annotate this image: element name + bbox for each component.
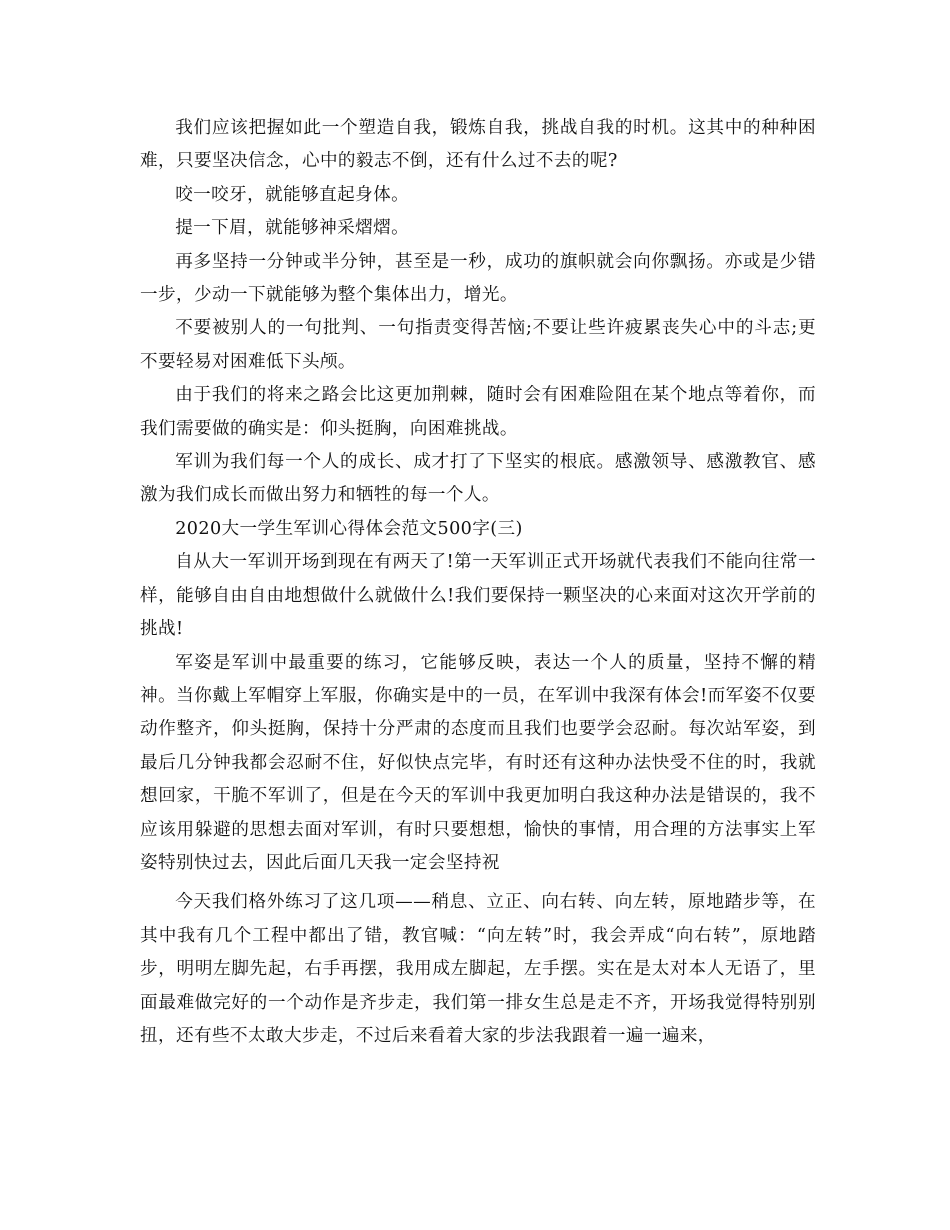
paragraph-4: 再多坚持一分钟或半分钟，甚至是一秒，成功的旗帜就会向你飘扬。亦或是少错一步，少动一下就能够为整个集体出力，增光。 [140,251,816,306]
paragraph-6: 由于我们的将来之路会比这更加荆棘，随时会有困难险阻在某个地点等着你，而我们需要做的确实是：仰头挺胸，向困难挑战。 [140,385,816,439]
section-heading: 2020大一学生军训心得体会范文500字(三) [175,518,523,539]
paragraph-10: 今天我们格外练习了这几项——稍息、立正、向右转、向左转，原地踏步等，在其中我有几个工程中都出了错，教官喊：“向左转”时，我会弄成“向右转”，原地踏步，明明左脚先起，右手再摆，我用成左脚起，左手摆。实在是太对本人无语了，里面最难做完好的一个动作是齐步走，我们第一排女生总是走不齐，开场我觉得特别别扭，还有些不太敢大步走，不过后来看着大家的步法我跟着一遍一遍来， [140,892,816,1046]
paragraph-2: 咬一咬牙，就能够直起身体。 [175,184,410,205]
paragraph-3: 提一下眉，就能够神采熠熠。 [175,218,410,239]
paragraph-8: 自从大一军训开场到现在有两天了!第一天军训正式开场就代表我们不能向往常一样，能够自由自由地想做什么就做什么!我们要保持一颗坚决的心来面对这次开学前的挑战! [140,552,816,640]
paragraph-7: 军训为我们每一个人的成长、成才打了下坚实的根底。感激领导、感激教官、感激为我们成长而做出努力和牺牲的每一个人。 [140,452,816,506]
document-page [140,112,816,1053]
paragraph-5: 不要被别人的一句批判、一句指责变得苦恼;不要让些许疲累丧失心中的斗志;更不要轻易对困难低下头颅。 [140,318,816,372]
paragraph-9: 军姿是军训中最重要的练习，它能够反映，表达一个人的质量，坚持不懈的精神。当你戴上军帽穿上军服，你确实是中的一员，在军训中我深有体会!而军姿不仅要动作整齐，仰头挺胸，保持十分严肃的态度而且我们也要学会忍耐。每次站军姿，到最后几分钟我都会忍耐不住，好似快点完毕，有时还有这种办法快受不住的时，我就想回家，干脆不军训了，但是在今天的军训中我更加明白我这种办法是错误的，我不应该用躲避的思想去面对军训，有时只要想想，愉快的事情，用合理的方法事实上军姿特别快过去，因此后面几天我一定会坚持祝 [140,652,816,873]
paragraph-1: 我们应该把握如此一个塑造自我，锻炼自我，挑战自我的时机。这其中的种种困难，只要坚决信念，心中的毅志不倒，还有什么过不去的呢? [140,118,816,172]
